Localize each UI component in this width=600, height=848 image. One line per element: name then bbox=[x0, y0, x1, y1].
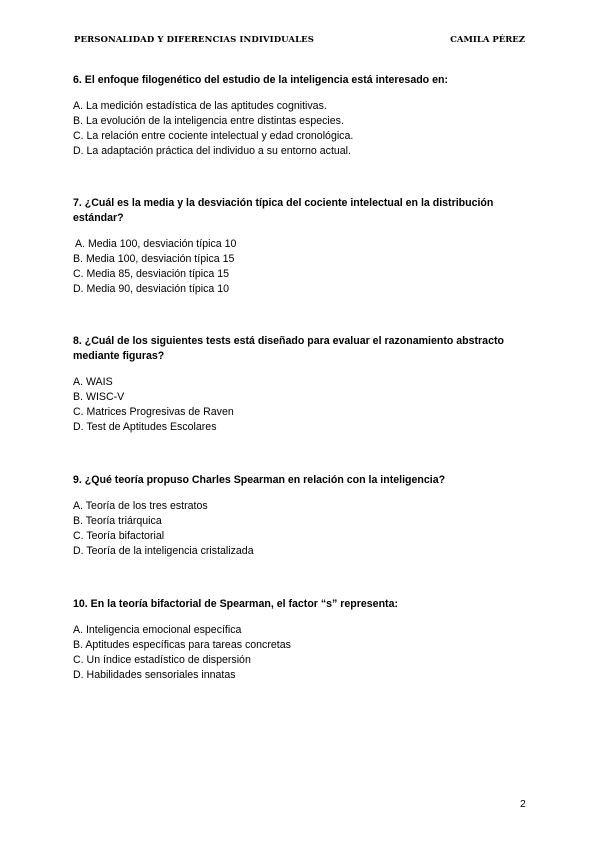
page-header bbox=[74, 35, 525, 49]
option-d: D. Test de Aptitudes Escolares bbox=[73, 421, 217, 433]
question-text: 9. ¿Qué teoría propuso Charles Spearman en relación con la inteligencia? bbox=[73, 474, 446, 486]
option-a: A. La medición estadística de las aptitudes cognitivas. bbox=[73, 100, 327, 112]
question-text: 6. El enfoque filogenético del estudio de la inteligencia está interesado en: bbox=[73, 74, 448, 86]
question-8 bbox=[73, 334, 533, 435]
option-b: B. La evolución de la inteligencia entre distintas especies. bbox=[73, 115, 344, 127]
question-9 bbox=[73, 473, 533, 559]
question-10 bbox=[73, 597, 533, 683]
question-6 bbox=[73, 73, 533, 159]
option-d: D. Habilidades sensoriales innatas bbox=[73, 669, 236, 681]
option-b: B. Aptitudes específicas para tareas concretas bbox=[73, 639, 291, 651]
option-b: B. Teoría triárquica bbox=[73, 515, 162, 527]
question-text: 7. ¿Cuál es la media y la desviación típica del cociente intelectual en la distribución estándar? bbox=[73, 197, 494, 224]
question-7 bbox=[73, 196, 533, 297]
options-list bbox=[73, 623, 533, 683]
question-text: 8. ¿Cuál de los siguientes tests está diseñado para evaluar el razonamiento abstracto mediante figuras? bbox=[73, 335, 504, 362]
option-c: C. Teoría bifactorial bbox=[73, 530, 165, 542]
option-d: D. La adaptación práctica del individuo a su entorno actual. bbox=[73, 145, 351, 157]
page-number: 2 bbox=[520, 798, 526, 810]
option-a: A. Teoría de los tres estratos bbox=[73, 500, 208, 512]
option-c: C. Matrices Progresivas de Raven bbox=[73, 406, 234, 418]
option-a: A. Media 100, desviación típica 10 bbox=[75, 238, 237, 250]
option-a: A. Inteligencia emocional específica bbox=[73, 624, 242, 636]
option-d: D. Teoría de la inteligencia cristalizada bbox=[73, 545, 254, 557]
option-c: C. La relación entre cociente intelectual y edad cronológica. bbox=[73, 130, 354, 142]
header-author-name: CAMILA PÉREZ bbox=[450, 35, 525, 45]
option-a: A. WAIS bbox=[73, 376, 113, 388]
option-b: B. WISC-V bbox=[73, 391, 125, 403]
options-list bbox=[73, 99, 533, 159]
options-list bbox=[73, 237, 533, 297]
option-d: D. Media 90, desviación típica 10 bbox=[73, 283, 230, 295]
option-c: C. Media 85, desviación típica 15 bbox=[73, 268, 230, 280]
options-list bbox=[73, 375, 533, 435]
option-b: B. Media 100, desviación típica 15 bbox=[73, 253, 235, 265]
options-list bbox=[73, 499, 533, 559]
question-text: 10. En la teoría bifactorial de Spearman, el factor “s” representa: bbox=[73, 598, 398, 610]
header-course-title: PERSONALIDAD Y DIFERENCIAS INDIVIDUALES bbox=[74, 35, 314, 45]
option-c: C. Un índice estadístico de dispersión bbox=[73, 654, 251, 666]
